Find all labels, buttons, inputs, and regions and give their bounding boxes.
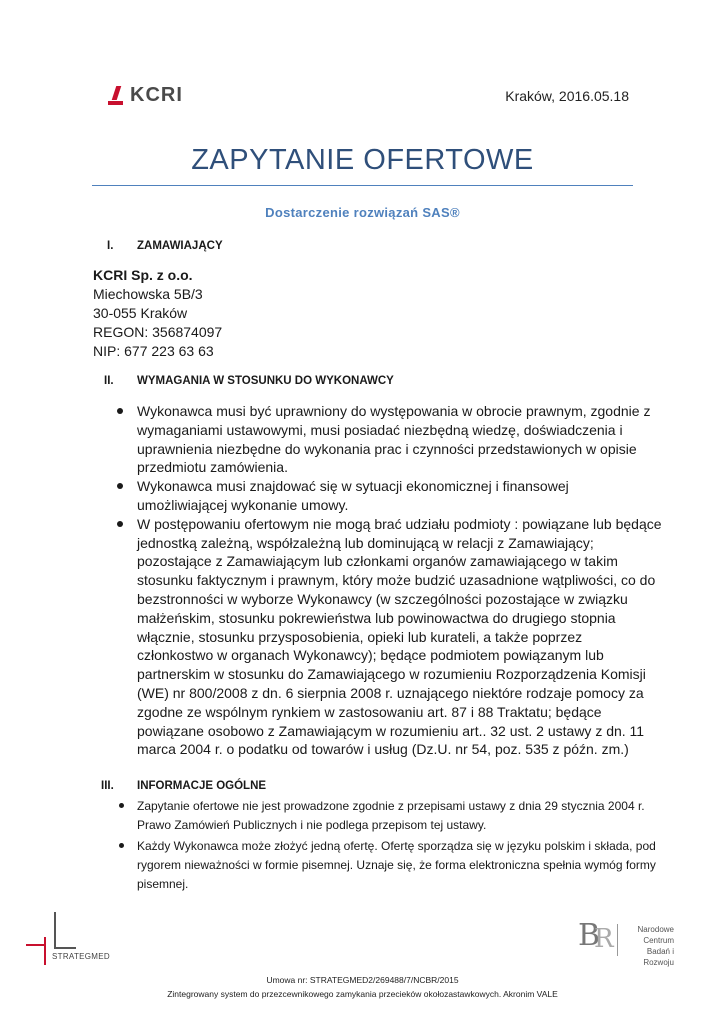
section-heading-wymagania [104, 375, 394, 387]
buyer-regon: REGON: 356874097 [93, 324, 223, 340]
section-number: I. [107, 240, 114, 252]
kcri-logo [108, 84, 183, 107]
kcri-logo-mark-icon [108, 86, 124, 106]
document-subtitle: Dostarczenie rozwiązań SAS® [265, 205, 460, 220]
footer-contract-number: Umowa nr: STRATEGMED2/269488/7/NCBR/2015 [266, 975, 459, 985]
list-item: Każdy Wykonawca może złożyć jedną ofertę. Ofertę sporządza się w języku polskim i składa, pod rygorem nieważności w formie pisemnej. Uznaje się, że forma elektroniczna spełnia wymóg formy pisemnej. [137, 837, 677, 894]
buyer-street: Miechowska 5B/3 [93, 286, 203, 302]
ncbr-name-line2: Badań i Rozwoju [643, 947, 674, 967]
requirements-list [137, 402, 662, 759]
section-number: II. [104, 375, 114, 387]
section-title: WYMAGANIA W STOSUNKU DO WYKONAWCY [137, 375, 394, 387]
ncbr-name-line1: Narodowe Centrum [637, 925, 674, 945]
buyer-city: 30-055 Kraków [93, 305, 188, 321]
strategmed-logo-text: STRATEGMED [52, 952, 110, 961]
footer-project-name: Zintegrowany system do przezcewnikowego zamykania przecieków okołozastawkowych. Akronim VALE [167, 989, 558, 999]
section-title: ZAMAWIAJĄCY [137, 240, 223, 252]
strategmed-logo [26, 912, 116, 967]
general-info-list [137, 797, 677, 896]
ncbr-logo: B R Narodowe Centrum Badań i Rozwoju [578, 918, 674, 967]
section-heading-zamawiajacy [107, 240, 223, 252]
buyer-nip: NIP: 677 223 63 63 [93, 343, 214, 359]
list-item: Wykonawca musi znajdować się w sytuacji ekonomicznej i finansowej umożliwiającej wykonanie umowy. [137, 477, 662, 515]
ncbr-logo-mark-icon: B [578, 918, 601, 953]
list-item: Wykonawca musi być uprawniony do występowania w obrocie prawnym, zgodnie z wymaganiami ustawowymi, musi posiadać niezbędną wiedzę, doświadczenia i uprawnienia niezbędne do wykonania prac i czynności przedstawionych w opisie przedmiotu zamówienia. [137, 402, 662, 477]
list-item: W postępowaniu ofertowym nie mogą brać udziału podmioty : powiązane lub będące jednostką zależną, współzależną lub dominującą w relacji z Zamawiający; pozostające z Zamawiającym lub członkami organów zamawiającego w takim stosunku faktycznym i prawnym, który może budzić uzasadnione wątpliwości, co do bezstronności w wyborze Wykonawcy (w szczególności pozostające w związku małżeńskim, stosunku pokrewieństwa lub powinowactwa do drugiego stopnia włącznie, stosunku przysposobienia, opieki lub kurateli, a także poprzez członkostwo w organach Wykonawcy); będące podmiotem powiązanym lub partnerskim w stosunku do Zamawiającego w rozumieniu Rozporządzenia Komisji (WE) nr 800/2008 z dn. 6 sierpnia 2008 r. uznającego niektóre rodzaje pomocy za zgodne ze wspólnym rynkiem w zastosowaniu art. 87 i 88 Traktatu; będące powiązane osobowo z Zamawiającym w rozumieniu art.. 32 ust. 2 ustawy z dn. 11 marca 2004 r. o podatku od towarów i usług (Dz.U. nr 54, poz. 535 z późn. zm.) [137, 515, 662, 758]
document-date: Kraków, 2016.05.18 [505, 88, 629, 104]
section-title: INFORMACJE OGÓLNE [137, 780, 267, 792]
kcri-logo-text: KCRI [130, 84, 183, 106]
buyer-name: KCRI Sp. z o.o. [93, 267, 193, 283]
list-item: Zapytanie ofertowe nie jest prowadzone zgodnie z przepisami ustawy z dnia 29 stycznia 2004 r. Prawo Zamówień Publicznych i nie podlega przepisom tej ustawy. [137, 797, 677, 835]
document-title: ZAPYTANIE OFERTOWE [191, 144, 534, 176]
section-number: III. [101, 780, 114, 792]
section-heading-informacje [101, 780, 266, 792]
title-divider [92, 185, 633, 186]
buyer-address-block [93, 266, 222, 361]
